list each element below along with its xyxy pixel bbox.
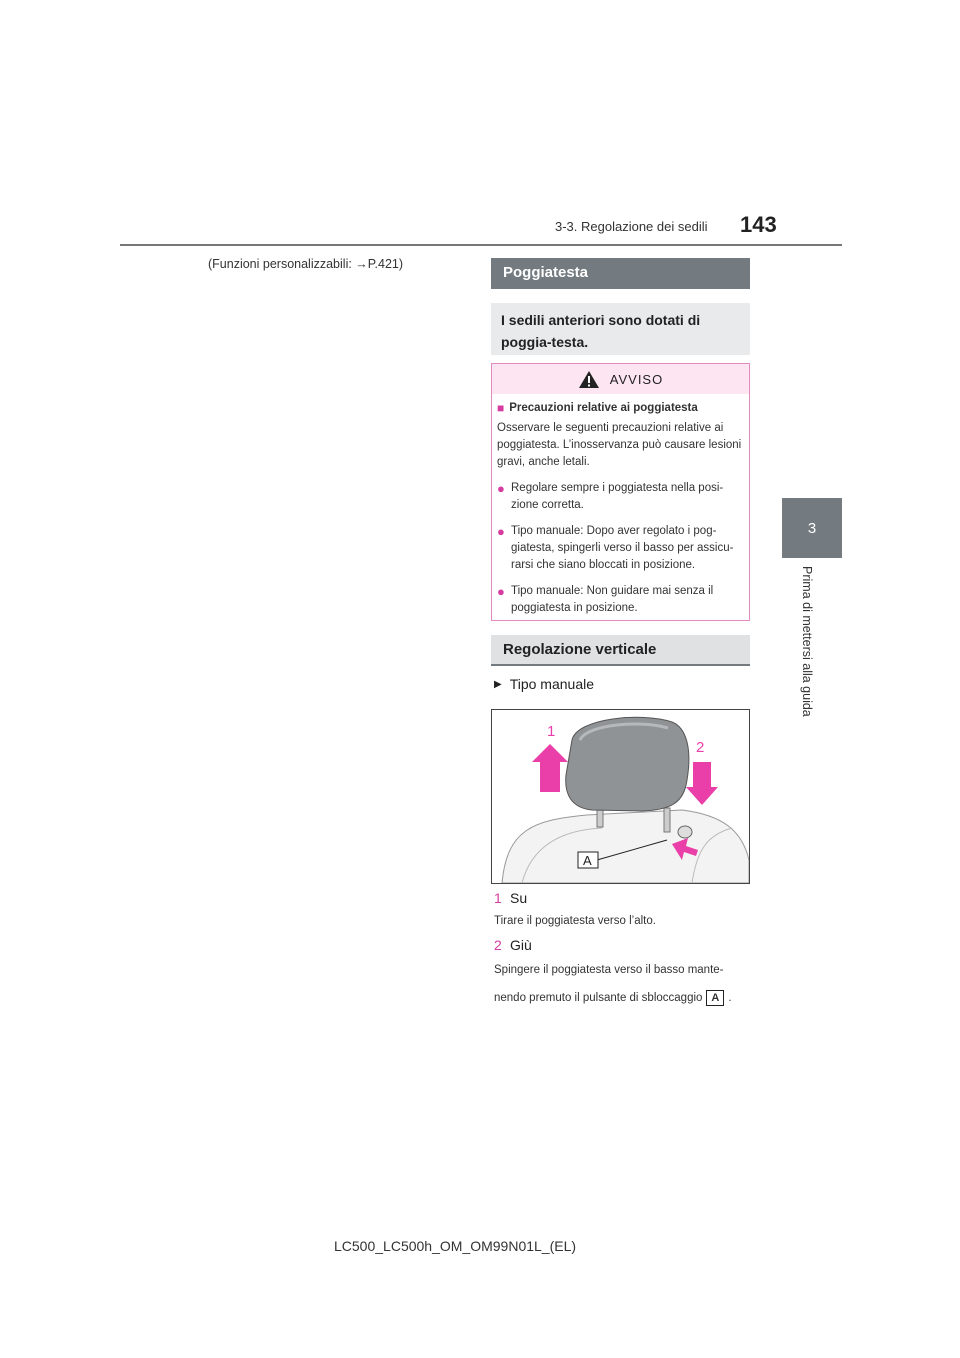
chapter-title: Prima di mettersi alla guida [800, 566, 814, 717]
figure-label-2: 2 [696, 739, 705, 756]
circle-bullet-icon: ● [497, 524, 505, 539]
warning-label: AVVISO [609, 371, 664, 387]
warning-title: ■ Precauzioni relative ai poggiatesta [497, 401, 698, 415]
circle-bullet-icon: ● [497, 481, 505, 496]
headrest-heading: Poggiatesta [491, 258, 750, 289]
square-bullet-icon: ■ [497, 401, 505, 415]
figure-label-1: 1 [547, 723, 556, 740]
circle-bullet-icon: ● [497, 584, 505, 599]
document-code: LC500_LC500h_OM_OM99N01L_(EL) [334, 1238, 577, 1254]
arrow-up-icon [532, 744, 568, 792]
headrest-illustration [491, 709, 750, 884]
step-2-desc-line1: Spingere il poggiatesta verso il basso mante- [494, 964, 724, 976]
list-item: ● Regolare sempre i poggiatesta nella posi-zione corretta. [497, 480, 744, 514]
step-1: 1 Su [494, 890, 528, 906]
vertical-adjust-heading: Regolazione verticale [491, 635, 750, 666]
section-title: 3-3. Regolazione dei sedili [555, 219, 708, 234]
type-label: ▶ Tipo manuale [494, 676, 595, 692]
triangle-right-icon: ▶ [494, 678, 502, 690]
callout-a: A [706, 990, 724, 1006]
step-1-desc: Tirare il poggiatesta verso l’alto. [494, 915, 656, 927]
warning-intro: Osservare le seguenti precauzioni relative ai poggiatesta. L’inosservanza può causare lesioni gravi, anche letali. [497, 422, 742, 468]
figure-label-a: A [583, 853, 592, 868]
page-number: 143 [740, 212, 777, 237]
warning-header [492, 364, 749, 394]
step-2-desc-line2: nendo premuto il pulsante di sbloccaggio A . [494, 992, 732, 1004]
list-item: ● Tipo manuale: Dopo aver regolato i pog-giatesta, spingerli verso il basso per assicu-rarsi che siano bloccati in posizione. [497, 523, 744, 574]
header-rule [120, 244, 842, 246]
step-2: 2 Giù [494, 937, 532, 953]
arrow-down-icon [686, 762, 718, 805]
list-item: ● Tipo manuale: Non guidare mai senza il poggiatesta in posizione. [497, 583, 744, 617]
headrest-intro: I sedili anteriori sono dotati di poggia-testa. [491, 303, 750, 355]
customizable-note: (Funzioni personalizzabili: →P.421) [208, 257, 404, 271]
warning-box [491, 363, 750, 621]
chapter-tab: 3 [782, 498, 842, 558]
warning-icon [578, 370, 600, 389]
